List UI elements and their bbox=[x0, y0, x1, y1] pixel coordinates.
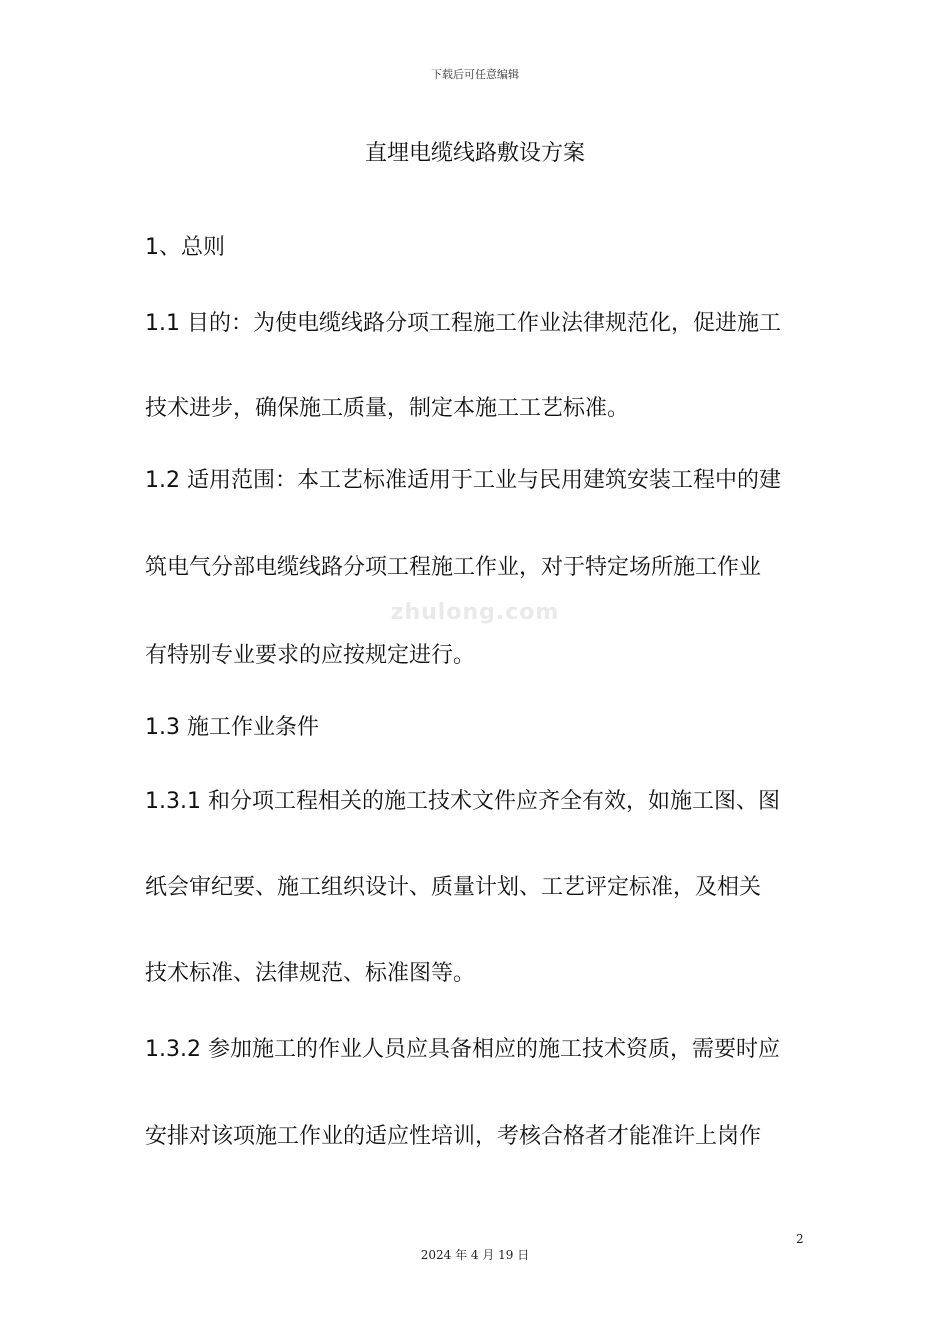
paragraph-line: 1.3.1 和分项工程相关的施工技术文件应齐全有效，如施工图、图 bbox=[145, 789, 780, 814]
paragraph-line: 纸会审纪要、施工组织设计、质量计划、工艺评定标准，及相关 bbox=[145, 875, 762, 900]
page-number: 2 bbox=[796, 1232, 804, 1246]
paragraph-line: 1.3.2 参加施工的作业人员应具备相应的施工技术资质，需要时应 bbox=[145, 1037, 780, 1062]
document-title: 直埋电缆线路敷设方案 bbox=[364, 141, 585, 166]
watermark: zhulong.com bbox=[390, 600, 560, 625]
section-heading-general: 1、总则 bbox=[145, 235, 225, 260]
paragraph-line: 1.2 适用范围：本工艺标准适用于工业与民用建筑安装工程中的建 bbox=[145, 468, 781, 493]
paragraph-line: 技术进步，确保施工质量，制定本施工工艺标准。 bbox=[145, 396, 630, 421]
paragraph-line: 技术标准、法律规范、标准图等。 bbox=[145, 961, 476, 986]
paragraph-line: 筑电气分部电缆线路分项工程施工作业，对于特定场所施工作业 bbox=[145, 555, 762, 580]
footer-date: 2024 年 4 月 19 日 bbox=[420, 1248, 530, 1262]
header-note: 下载后可任意编辑 bbox=[431, 68, 519, 81]
subsection-heading: 1.3 施工作业条件 bbox=[145, 715, 319, 740]
paragraph-line: 1.1 目的：为使电缆线路分项工程施工作业法律规范化，促进施工 bbox=[145, 311, 781, 336]
paragraph-line: 安排对该项施工作业的适应性培训，考核合格者才能准许上岗作 bbox=[145, 1124, 762, 1149]
paragraph-line: 有特别专业要求的应按规定进行。 bbox=[145, 643, 476, 668]
